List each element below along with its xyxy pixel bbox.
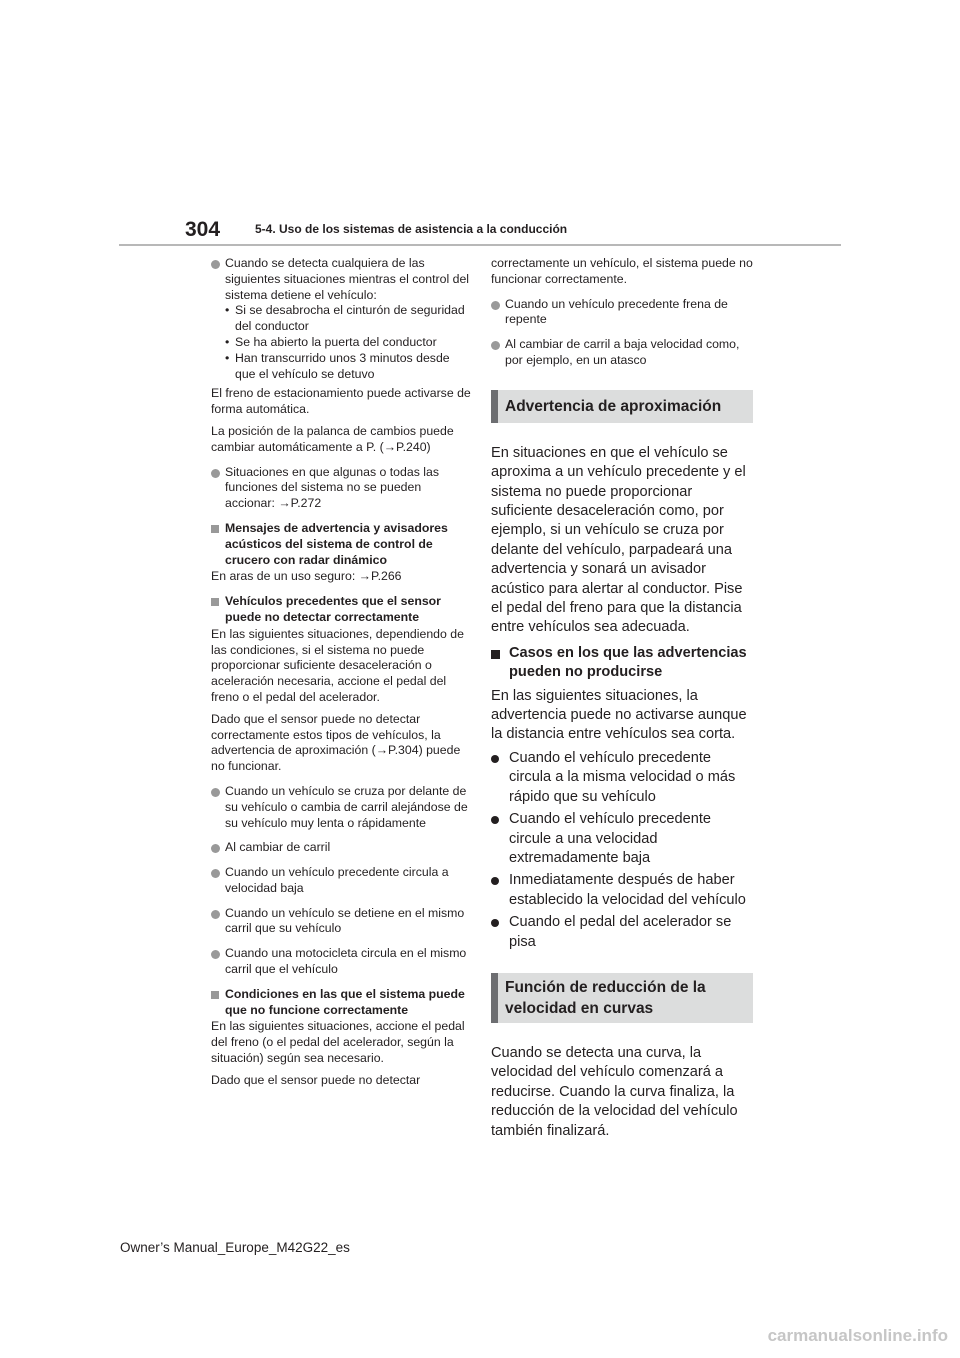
- paragraph: En las siguientes situaciones, accione el pedal del freno (o el pedal del acelerador, según la situación) según sea necesario.: [211, 1019, 465, 1066]
- item-text: Cuando el vehículo precedente circule a una velocidad extremadamente baja: [509, 811, 712, 866]
- bullet-icon: •: [225, 303, 230, 318]
- item-text: Situaciones en que algunas o todas las funciones del sistema no se pueden accionar: →P.272: [225, 464, 439, 511]
- square-bullet-icon: [211, 991, 219, 999]
- paragraph: correctamente un vehículo, el sistema puede no funcionar correctamente.: [491, 256, 753, 286]
- section-heading: Función de reducción de la velocidad en curvas: [491, 973, 753, 1023]
- header-rule: [119, 244, 841, 246]
- paragraph: En aras de un uso seguro: →P.266: [211, 569, 402, 584]
- watermark: carmanualsonline.info: [767, 1326, 948, 1345]
- bullet-icon: •: [225, 334, 230, 349]
- circle-bullet-icon: [491, 341, 500, 350]
- subsection-title: [211, 521, 473, 568]
- sub-item-text: Han transcurrido unos 3 minutos desde que el vehículo se detuvo: [235, 350, 450, 381]
- square-bullet-icon: [211, 525, 219, 533]
- list-item: [491, 810, 753, 868]
- paragraph: El freno de estacionamiento puede activarse de forma automática.: [211, 386, 471, 417]
- section-heading: Advertencia de aproximación: [491, 390, 753, 423]
- subsection-title: [491, 644, 753, 683]
- page-number: 304: [185, 218, 221, 241]
- bullet-icon: •: [225, 350, 230, 365]
- list-item: [491, 871, 753, 910]
- list-item: [211, 865, 473, 897]
- item-text: Al cambiar de carril: [225, 840, 331, 855]
- bullet-icon: [491, 877, 499, 885]
- paragraph: En situaciones en que el vehículo se aproxima a un vehículo precedente y el sistema no puede proporcionar suficiente desaceleración como, por ejemplo, si un vehículo se cruza por delante del vehículo, parpadeará una advertencia y sonará un avisador acústico para alertar al conductor. Pise el pedal del freno para que la distancia entre vehículos sea adecuada.: [491, 444, 746, 636]
- item-text: Cuando el pedal del acelerador se pisa: [509, 914, 732, 950]
- bullet-icon: [491, 919, 499, 927]
- bullet-icon: [491, 755, 499, 763]
- circle-bullet-icon: [491, 301, 500, 310]
- subsection-title-text: Condiciones en las que el sistema puede que no funcione correctamente: [225, 986, 465, 1017]
- list-item: [211, 840, 473, 856]
- list-item: [491, 749, 753, 807]
- circle-bullet-icon: [211, 469, 220, 478]
- sub-item-text: Se ha abierto la puerta del conductor: [235, 334, 437, 349]
- circle-bullet-icon: [211, 844, 220, 853]
- sub-list-item: [225, 303, 473, 335]
- subsection-title: [211, 987, 473, 1019]
- item-text: Cuando un vehículo se detiene en el mismo carril que su vehículo: [225, 905, 465, 936]
- section-title: 5-4. Uso de los sistemas de asistencia a la conducción: [255, 222, 568, 236]
- paragraph: En las siguientes situaciones, la advertencia puede no activarse aunque la distancia entre vehículos sea corta.: [491, 687, 747, 743]
- circle-bullet-icon: [211, 260, 220, 269]
- paragraph: Dado que el sensor puede no detectar: [211, 1072, 421, 1087]
- left-column: [211, 256, 473, 1095]
- paragraph: Cuando se detecta una curva, la velocidad del vehículo comenzará a reducirse. Cuando la curva finaliza, la reducción de la velocidad del vehículo también finalizará.: [491, 1044, 738, 1139]
- item-text: Cuando un vehículo se cruza por delante de su vehículo o cambia de carril alejándose de su vehículo muy lenta o rápidamente: [225, 783, 468, 830]
- list-item: [211, 465, 473, 512]
- square-bullet-icon: [211, 598, 219, 606]
- list-item: [211, 784, 473, 831]
- paragraph: Dado que el sensor puede no detectar correctamente estos tipos de vehículos, la advertencia de aproximación (→P.304) puede no funcionar.: [211, 711, 461, 774]
- circle-bullet-icon: [211, 869, 220, 878]
- item-text: Cuando un vehículo precedente frena de repente: [505, 296, 728, 327]
- circle-bullet-icon: [211, 788, 220, 797]
- sub-list: [225, 303, 473, 382]
- right-column: [491, 256, 753, 1141]
- subsection-title-text: Vehículos precedentes que el sensor puede no detectar correctamente: [225, 594, 441, 624]
- item-text: Cuando una motocicleta circula en el mismo carril que el vehículo: [225, 946, 467, 977]
- circle-bullet-icon: [211, 910, 220, 919]
- list-item: [211, 906, 473, 938]
- subsection-title: [211, 594, 473, 626]
- list-item: [491, 297, 753, 329]
- square-bullet-icon: [491, 650, 500, 659]
- paragraph: En las siguientes situaciones, dependiendo de las condiciones, si el sistema no puede proporcionar suficiente desaceleración o aceleración necesaria, accione el pedal del freno o el pedal del acelerador.: [211, 626, 464, 704]
- subsection-title-text: Casos en los que las advertencias pueden no producirse: [509, 644, 747, 681]
- subsection-title-text: Mensajes de advertencia y avisadores acústicos del sistema de control de crucero con radar dinámico: [225, 520, 448, 567]
- paragraph: La posición de la palanca de cambios puede cambiar automáticamente a P. (→P.240): [211, 423, 454, 454]
- item-text: Cuando se detecta cualquiera de las siguientes situaciones mientras el control del sistema detiene el vehículo:: [225, 256, 470, 302]
- sub-item-text: Si se desabrocha el cinturón de seguridad del conductor: [235, 303, 465, 334]
- list-item: [211, 256, 473, 382]
- sub-list-item: [225, 335, 473, 351]
- circle-bullet-icon: [211, 950, 220, 959]
- list-item: [491, 913, 753, 952]
- item-text: Cuando un vehículo precedente circula a velocidad baja: [225, 865, 449, 895]
- sub-list-item: [225, 351, 473, 383]
- list-item: [491, 337, 753, 369]
- item-text: Inmediatamente después de haber establecido la velocidad del vehículo: [509, 872, 746, 908]
- item-text: Cuando el vehículo precedente circula a la misma velocidad o más rápido que su vehículo: [509, 749, 736, 805]
- item-text: Al cambiar de carril a baja velocidad como, por ejemplo, en un atasco: [505, 337, 740, 367]
- list-item: [211, 946, 473, 978]
- bullet-icon: [491, 816, 499, 824]
- footer-text: Owner’s Manual_Europe_M42G22_es: [120, 1240, 350, 1255]
